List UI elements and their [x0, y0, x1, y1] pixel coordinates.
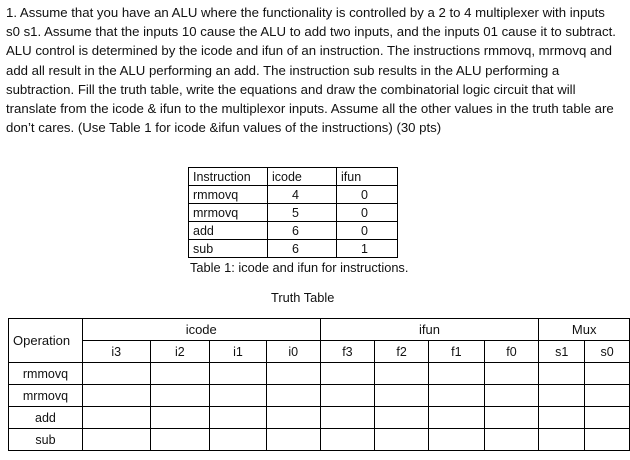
empty-cell[interactable] — [539, 385, 585, 407]
empty-cell[interactable] — [82, 407, 150, 429]
empty-cell[interactable] — [266, 407, 320, 429]
bit-header: f3 — [320, 341, 375, 363]
empty-cell[interactable] — [266, 429, 320, 451]
empty-cell[interactable] — [375, 363, 429, 385]
empty-cell[interactable] — [585, 429, 630, 451]
ifun-cell: 0 — [337, 186, 398, 204]
ifun-cell: 0 — [337, 204, 398, 222]
empty-cell[interactable] — [266, 363, 320, 385]
table-row — [189, 222, 398, 240]
empty-cell[interactable] — [375, 429, 429, 451]
empty-cell[interactable] — [150, 429, 210, 451]
bit-header: f1 — [428, 341, 484, 363]
bit-header: f0 — [484, 341, 539, 363]
empty-cell[interactable] — [150, 363, 210, 385]
bit-header: i1 — [210, 341, 267, 363]
icode-cell: 5 — [268, 204, 337, 222]
empty-cell[interactable] — [210, 429, 267, 451]
bit-header: i3 — [82, 341, 150, 363]
empty-cell[interactable] — [484, 429, 539, 451]
empty-cell[interactable] — [210, 407, 267, 429]
operation-cell: mrmovq — [9, 385, 83, 407]
question-text: 1. Assume that you have an ALU where the functionality is controlled by a 2 to 4 multiplexer with inputs s0 s1. Assume that the inputs 10 cause the ALU to add two inputs, and the inputs 01 cause it to subtract. ALU control is determined by the icode and ifun of an instruction. The instructions rmmovq, mrmovq and add all result in the ALU performing an add. The instruction sub results in the ALU performing a subtraction. Fill the truth table, write the equations and draw the combinatorial logic circuit that will translate from the icode & ifun to the multiplexor inputs. Assume all the other values in the truth table are don’t cares. (Use Table 1 for icode &ifun values of the instructions) (30 pts) — [6, 5, 616, 136]
table-row — [189, 204, 398, 222]
column-header: icode — [268, 168, 337, 186]
mux-group-header: Mux — [539, 319, 630, 341]
icode-cell: 4 — [268, 186, 337, 204]
empty-cell[interactable] — [539, 363, 585, 385]
empty-cell[interactable] — [150, 385, 210, 407]
empty-cell[interactable] — [320, 385, 375, 407]
empty-cell[interactable] — [210, 385, 267, 407]
empty-cell[interactable] — [210, 363, 267, 385]
operation-cell: rmmovq — [9, 363, 83, 385]
truth-table-row — [9, 363, 630, 385]
instruction-cell: add — [189, 222, 268, 240]
column-header: Instruction — [189, 168, 268, 186]
operation-cell: sub — [9, 429, 83, 451]
bit-header: i0 — [266, 341, 320, 363]
empty-cell[interactable] — [585, 385, 630, 407]
icode-cell: 6 — [268, 222, 337, 240]
truth-table — [8, 318, 630, 451]
bit-header: i2 — [150, 341, 210, 363]
instruction-cell: sub — [189, 240, 268, 258]
empty-cell[interactable] — [320, 363, 375, 385]
empty-cell[interactable] — [585, 407, 630, 429]
instruction-cell: mrmovq — [189, 204, 268, 222]
ifun-cell: 0 — [337, 222, 398, 240]
operation-header: Operation — [9, 319, 83, 363]
empty-cell[interactable] — [320, 407, 375, 429]
instruction-table — [188, 167, 398, 258]
empty-cell[interactable] — [484, 407, 539, 429]
ifun-group-header: ifun — [320, 319, 539, 341]
truth-table-row — [9, 407, 630, 429]
ifun-cell: 1 — [337, 240, 398, 258]
empty-cell[interactable] — [82, 385, 150, 407]
truth-table-subheader-row — [9, 341, 630, 363]
bit-header: s1 — [539, 341, 585, 363]
empty-cell[interactable] — [428, 429, 484, 451]
table-row — [189, 186, 398, 204]
empty-cell[interactable] — [539, 407, 585, 429]
column-header: ifun — [337, 168, 398, 186]
table-row — [189, 240, 398, 258]
empty-cell[interactable] — [428, 407, 484, 429]
empty-cell[interactable] — [484, 363, 539, 385]
empty-cell[interactable] — [82, 363, 150, 385]
table-caption: Table 1: icode and ifun for instructions. — [190, 260, 409, 275]
empty-cell[interactable] — [266, 385, 320, 407]
truth-table-row — [9, 385, 630, 407]
icode-cell: 6 — [268, 240, 337, 258]
empty-cell[interactable] — [484, 385, 539, 407]
empty-cell[interactable] — [428, 363, 484, 385]
empty-cell[interactable] — [428, 385, 484, 407]
empty-cell[interactable] — [585, 363, 630, 385]
empty-cell[interactable] — [150, 407, 210, 429]
table-header-row — [189, 168, 398, 186]
truth-table-row — [9, 429, 630, 451]
bit-header: f2 — [375, 341, 429, 363]
operation-cell: add — [9, 407, 83, 429]
instruction-cell: rmmovq — [189, 186, 268, 204]
truth-table-group-row — [9, 319, 630, 341]
bit-header: s0 — [585, 341, 630, 363]
icode-group-header: icode — [82, 319, 320, 341]
truth-table-title: Truth Table — [271, 290, 335, 305]
empty-cell[interactable] — [82, 429, 150, 451]
empty-cell[interactable] — [375, 385, 429, 407]
empty-cell[interactable] — [539, 429, 585, 451]
empty-cell[interactable] — [375, 407, 429, 429]
empty-cell[interactable] — [320, 429, 375, 451]
